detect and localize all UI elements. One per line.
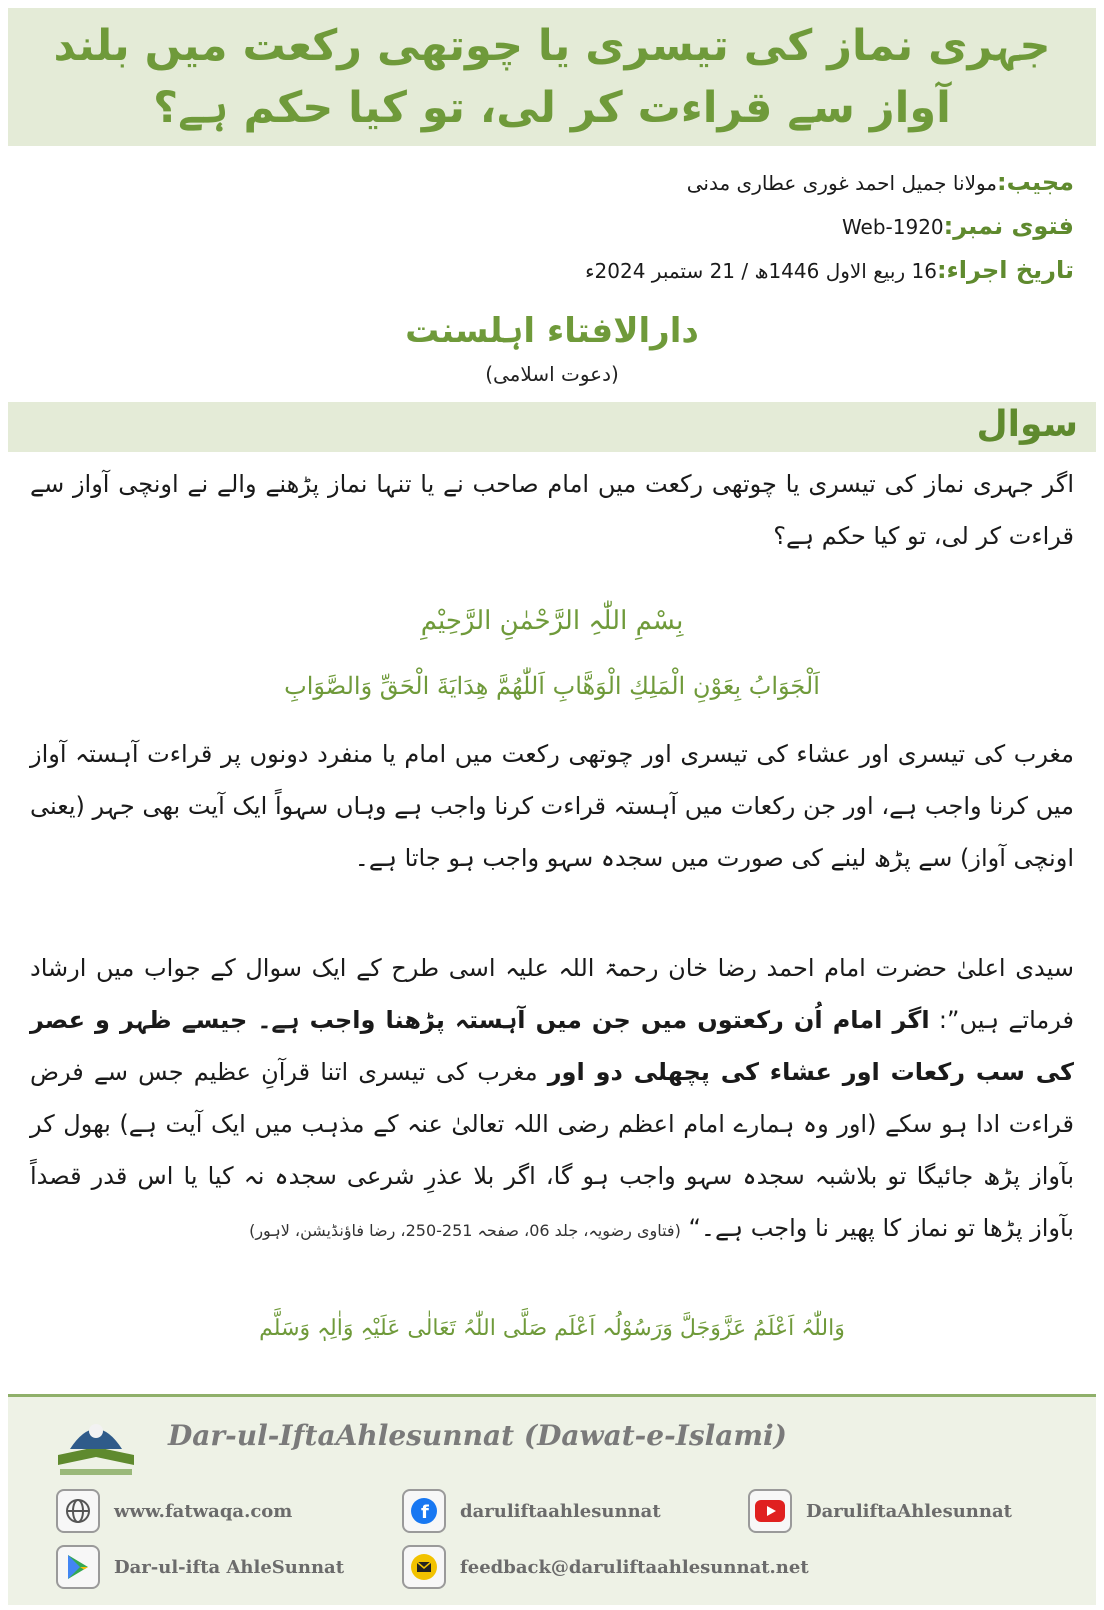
question-text: اگر جہری نماز کی تیسری یا چوتھی رکعت میں امام صاحب نے یا تنہا نماز پڑھنے والے نے اونچی آواز سے قراءت کر لی، تو کیا حکم ہے؟ (30, 470, 1074, 550)
globe-icon (56, 1489, 100, 1533)
fatwa-number-label: فتوی نمبر: (943, 212, 1074, 240)
feedback-icon (402, 1545, 446, 1589)
answer-paragraph-2 (30, 942, 1074, 1257)
question-heading-band (8, 402, 1096, 452)
citation: (فتاوی رضویہ، جلد 06، صفحہ 251-250، رضا فاؤنڈیشن، لاہور) (249, 1221, 681, 1240)
youtube-link[interactable] (748, 1489, 1012, 1533)
darulifta-logo-icon (48, 1407, 144, 1485)
title-banner (8, 8, 1096, 146)
facebook-icon (402, 1489, 446, 1533)
quote-intro: سیدی اعلیٰ حضرت امام احمد رضا خان رحمۃ اللہ علیہ اسی طرح کے ایک سوال کے جواب میں ارشاد فرماتے ہیں”: (30, 954, 1074, 1034)
answer-paragraph-1: مغرب کی تیسری اور عشاء کی تیسری اور چوتھی رکعت میں امام یا منفرد دونوں پر قراءت آہستہ آواز میں کرنا واجب ہے، اور جن رکعات میں آہستہ قراءت کرنا واجب ہے وہاں سہواً ایک آیت بھی جہر (یعنی اونچی آواز) سے پڑھ لینے کی صورت میں سجدہ سہو واجب ہو جاتا ہے۔ (30, 740, 1074, 872)
closing-dua: وَاللّٰہُ اَعْلَمُ عَزَّوَجَلَّ وَرَسُوْلُہ اَعْلَم صَلَّی اللّٰہُ تَعَالٰی عَلَیْہِ وَاٰلِہٖ وَسَلَّم (259, 1316, 845, 1341)
mujeeb-value: مولانا جمیل احمد غوری عطاری مدنی (686, 171, 998, 195)
website-text: www.fatwaqa.com (114, 1500, 293, 1522)
website-link[interactable] (56, 1489, 292, 1533)
svg-text:f: f (421, 1502, 429, 1523)
facebook-text: daruliftaahlesunnat (460, 1500, 661, 1522)
issue-date-value: 16 ربیع الاول 1446ھ / 21 ستمبر 2024ء (585, 259, 937, 283)
page-title: جہری نماز کی تیسری یا چوتھی رکعت میں بلند آواز سے قراءت کر لی، تو کیا حکم ہے؟ (53, 21, 1051, 133)
bismillah: بِسْمِ اللّٰہِ الرَّحْمٰنِ الرَّحِیْمِ (420, 606, 684, 636)
feedback-email-link[interactable] (402, 1545, 809, 1589)
play-store-icon (56, 1545, 100, 1589)
fatwa-number-row (34, 212, 1074, 240)
youtube-icon (748, 1489, 792, 1533)
org-subtitle: (دعوت اسلامی) (485, 362, 619, 386)
issue-date-row (34, 256, 1074, 284)
feedback-email-text: feedback@daruliftaahlesunnat.net (460, 1556, 809, 1578)
app-link[interactable] (56, 1545, 344, 1589)
issue-date-label: تاریخ اجراء: (936, 256, 1074, 284)
mujeeb-row (34, 168, 1074, 196)
org-name: دارالافتاء اہلسنت (405, 311, 699, 351)
youtube-text: DaruliftaAhlesunnat (806, 1500, 1012, 1522)
app-text: Dar-ul-ifta AhleSunnat (114, 1556, 345, 1578)
answer-opening: اَلْجَوَابُ بِعَوْنِ الْمَلِكِ الْوَهَّابِ اَللّٰهُمَّ هِدَايَةَ الْحَقِّ وَالصَّوَابِ (284, 672, 820, 700)
quote-rest: مغرب کی تیسری اتنا قرآنِ عظیم جس سے فرض قراءت ادا ہو سکے (اور وہ ہمارے امام اعظم رضی اللہ تعالیٰ عنہ کے مذہب میں ایک آیت ہے) بھول کر بآواز پڑھ جائیگا تو بلاشبہ سجدہ سہو واجب ہو گا، اگر بلا عذرِ شرعی سجدہ نہ کیا یا اس قدر قصداً بآواز پڑھا تو نماز کا پھیر نا واجب ہے۔“ (30, 1058, 1074, 1242)
mujeeb-label: مجیب: (997, 168, 1074, 196)
fatwa-number-value: Web-1920 (841, 215, 944, 239)
footer (8, 1394, 1096, 1605)
footer-brand: Dar-ul-IftaAhlesunnat (Dawat-e-Islami) (168, 1419, 787, 1452)
facebook-link[interactable] (402, 1489, 661, 1533)
question-heading: سوال (976, 404, 1078, 445)
quote-bold: اگر امام اُن رکعتوں میں جن میں آہستہ پڑھنا واجب ہے۔ جیسے ظہر و عصر کی سب رکعات اور عشاء کی پچھلی دو اور (30, 1006, 1074, 1086)
